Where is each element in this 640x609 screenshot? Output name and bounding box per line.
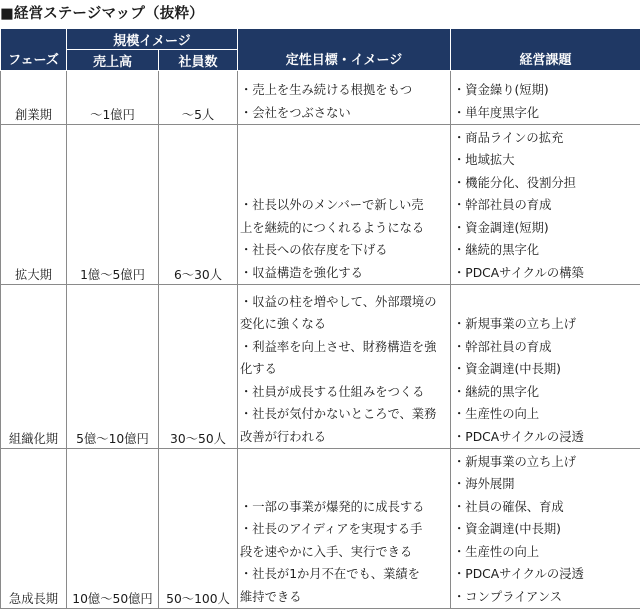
phase-cell: 創業期 [1, 71, 67, 125]
table-row [1, 71, 640, 125]
sales-cell: ～1億円 [67, 71, 159, 125]
phase-cell: 急成長期 [1, 449, 67, 609]
header-employees: 社員数 [159, 50, 238, 71]
list-item: ・資金調達(中長期) [451, 518, 640, 541]
phase-cell: 組織化期 [1, 285, 67, 449]
list-item: ・海外展開 [451, 473, 640, 496]
goal-line: ・利益率を向上させ、財務構造を強 [240, 336, 449, 359]
sales-cell: 10億～50億円 [67, 449, 159, 609]
issues-cell [451, 71, 640, 125]
list-item: ・資金調達(短期) [451, 217, 640, 240]
list-item: ・生産性の向上 [451, 541, 640, 564]
goal-line: ・社長への依存度を下げる [240, 239, 449, 262]
list-item: ・単年度黒字化 [451, 102, 640, 125]
list-item: ・幹部社員の育成 [451, 194, 640, 217]
list-item: ・継続的黒字化 [451, 381, 640, 404]
list-item: ・PDCAサイクルの浸透 [451, 426, 640, 449]
list-item: ・継続的黒字化 [451, 239, 640, 262]
list-item: ・資金繰り(短期) [451, 79, 640, 102]
goal-line: ・収益構造を強化する [240, 262, 449, 285]
list-item: ・幹部社員の育成 [451, 336, 640, 359]
header-goal: 定性目標・イメージ [238, 29, 451, 71]
issues-cell [451, 285, 640, 449]
header-scale: 規模イメージ [67, 29, 238, 50]
goal-line: ・社長が1か月不在でも、業績を [240, 563, 449, 586]
list-item: ・機能分化、役割分担 [451, 172, 640, 195]
employees-cell: ～5人 [159, 71, 238, 125]
goal-line: ・社長のアイディアを実現する手 [240, 518, 449, 541]
list-item: ・社員の確保、育成 [451, 496, 640, 519]
page-title: ■経営ステージマップ（抜粋） [0, 2, 204, 23]
employees-cell: 30～50人 [159, 285, 238, 449]
list-item: ・商品ラインの拡充 [451, 127, 640, 150]
goal-line: ・売上を生み続ける根拠をもつ [240, 79, 449, 102]
goal-cell [238, 71, 451, 125]
goal-line: ・一部の事業が爆発的に成長する [240, 496, 449, 519]
goal-cell [238, 125, 451, 285]
list-item: ・新規事業の立ち上げ [451, 313, 640, 336]
list-item: ・コンプライアンス [451, 586, 640, 609]
goal-cell [238, 449, 451, 609]
employees-cell: 50～100人 [159, 449, 238, 609]
table-row [1, 449, 640, 609]
table-row [1, 285, 640, 449]
goal-line: ・収益の柱を増やして、外部環境の [240, 291, 449, 314]
goal-line: 維持できる [240, 586, 449, 609]
goal-line: ・社員が成長する仕組みをつくる [240, 381, 449, 404]
sales-cell: 5億～10億円 [67, 285, 159, 449]
list-item: ・資金調達(中長期) [451, 358, 640, 381]
issues-cell [451, 125, 640, 285]
sales-cell: 1億～5億円 [67, 125, 159, 285]
goal-line: 改善が行われる [240, 426, 449, 449]
list-item: ・PDCAサイクルの構築 [451, 262, 640, 285]
table-row [1, 125, 640, 285]
goal-line: 上を継続的につくれるようになる [240, 217, 449, 240]
list-item: ・地域拡大 [451, 149, 640, 172]
header-phase: フェーズ [1, 29, 67, 71]
header-sales: 売上高 [67, 50, 159, 71]
goal-line: ・社長が気付かないところで、業務 [240, 403, 449, 426]
goal-line: 段を速やかに入手、実行できる [240, 541, 449, 564]
stage-map-table [0, 28, 640, 609]
header-issues: 経営課題 [451, 29, 640, 71]
phase-cell: 拡大期 [1, 125, 67, 285]
issues-cell [451, 449, 640, 609]
employees-cell: 6～30人 [159, 125, 238, 285]
goal-line: 変化に強くなる [240, 313, 449, 336]
goal-cell [238, 285, 451, 449]
list-item: ・新規事業の立ち上げ [451, 451, 640, 474]
list-item: ・生産性の向上 [451, 403, 640, 426]
goal-line: ・会社をつぶさない [240, 102, 449, 125]
goal-line: ・社長以外のメンバーで新しい売 [240, 194, 449, 217]
goal-line: 化する [240, 358, 449, 381]
list-item: ・PDCAサイクルの浸透 [451, 563, 640, 586]
